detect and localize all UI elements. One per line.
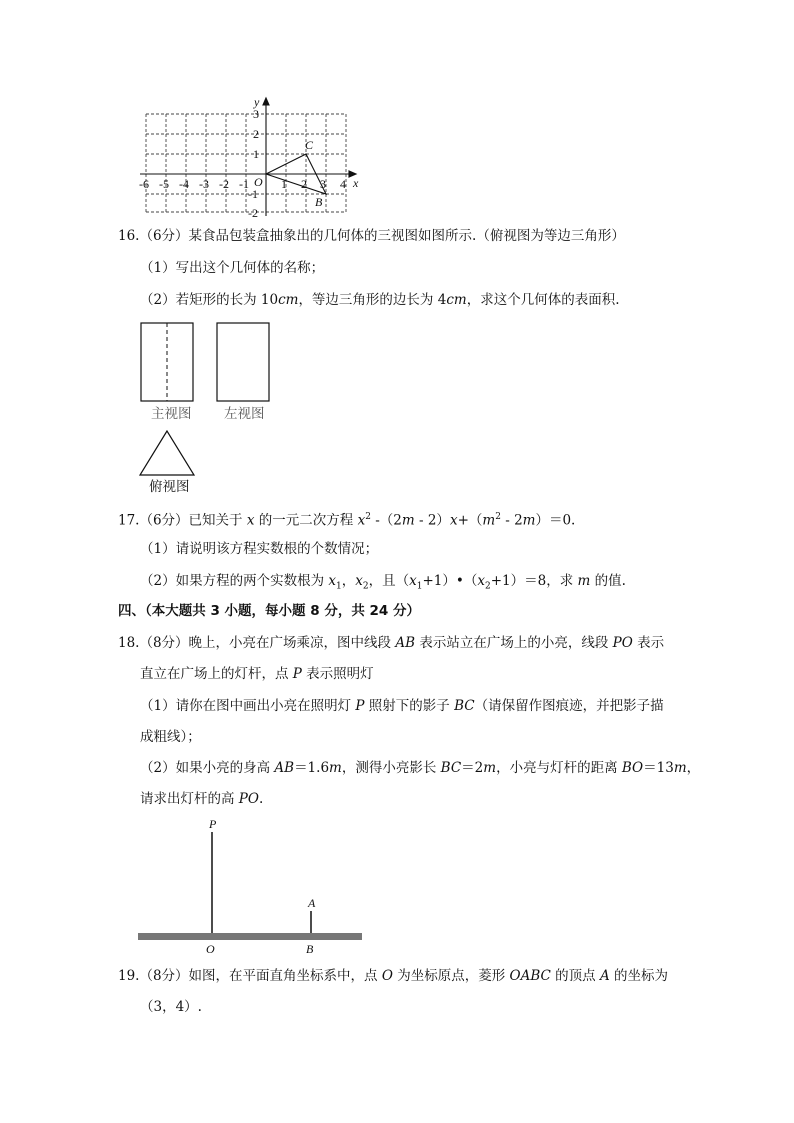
y-tick-label: -2 (248, 206, 258, 220)
lamp-post-figure (130, 812, 370, 957)
q19-stem-line2: （3，4）. (140, 999, 202, 1015)
q18-part2-line1: （2）如果小亮的身高 AB＝1.6m，测得小亮影长 BC＝2m，小亮与灯杆的距离 BO＝13m， (140, 760, 701, 776)
x-tick-label: -2 (219, 177, 229, 191)
front-view-label: 主视图 (151, 406, 192, 422)
y-tick-label: 2 (253, 127, 259, 141)
origin-label: O (254, 175, 263, 189)
x-tick-label: -4 (179, 177, 189, 191)
x-tick-label: 1 (281, 177, 287, 191)
q17-stem: 17.（6分）已知关于 x 的一元二次方程 $x^2$ $-(2m - 2)x+(m^2 - 2m)=0$. (118, 512, 576, 529)
q16-part2: （2）若矩形的长为 10cm，等边三角形的边长为 4cm，求这个几何体的表面积. (140, 292, 620, 308)
q17-part2: （2）如果方程的两个实数根为 $x_1$，$x_2$，且$(x_1+1)•(x_2+1)=8$，求 m 的值. (140, 573, 626, 592)
top-view-label: 俯视图 (149, 479, 190, 495)
q18-stem-line1: 18.（8分）晚上，小亮在广场乘凉，图中线段 AB 表示站立在广场上的小亮，线段 PO 表示 (118, 635, 665, 651)
x-tick-label: 2 (301, 177, 307, 191)
left-view-label: 左视图 (224, 406, 265, 422)
y-axis-label: y (254, 95, 260, 109)
q18-part2-line2: 请求出灯杆的高 PO. (140, 791, 264, 807)
left-view-rectangle (217, 323, 269, 401)
x-tick-label: 4 (340, 177, 346, 191)
x-tick-label: 3 (320, 177, 326, 191)
point-a-label: A (308, 896, 316, 910)
q18-stem-line2: 直立在广场上的灯杆，点 P 表示照明灯 (140, 666, 374, 682)
y-tick-label: -1 (248, 187, 258, 201)
y-tick-label: 3 (253, 107, 259, 121)
ground (138, 933, 362, 940)
q16-stem: 16.（6分）某食品包装盒抽象出的几何体的三视图如图所示.（俯视图为等边三角形） (118, 228, 625, 244)
x-axis-label: x (353, 176, 359, 190)
point-o-label: O (206, 942, 215, 956)
q19-stem-line1: 19.（8分）如图，在平面直角坐标系中，点 O 为坐标原点，菱形 OABC 的顶点 A 的坐标为 (118, 968, 668, 984)
point-p-label: P (209, 817, 217, 831)
x-tick-label: -3 (199, 177, 209, 191)
q18-part1-line2: 成粗线）； (140, 729, 201, 745)
point-b-label: B (306, 942, 314, 956)
section-heading: 四、（本大题共 3 小题，每小题 8 分，共 24 分） (118, 603, 421, 619)
coordinate-grid-figure (130, 94, 370, 222)
x-tick-label: -1 (239, 177, 249, 191)
q18-part1-line1: （1）请你在图中画出小亮在照明灯 P 照射下的影子 BC（请保留作图痕迹，并把影子描 (140, 698, 664, 714)
q16-part1: （1）写出这个几何体的名称； (140, 260, 325, 276)
point-b-label: B (315, 195, 323, 209)
top-view-triangle (140, 431, 194, 475)
q17-part1: （1）请说明该方程实数根的个数情况； (140, 541, 379, 557)
x-tick-label: -5 (159, 177, 169, 191)
x-tick-label: -6 (139, 177, 149, 191)
y-tick-label: 1 (253, 147, 259, 161)
point-c-label: C (305, 138, 314, 152)
